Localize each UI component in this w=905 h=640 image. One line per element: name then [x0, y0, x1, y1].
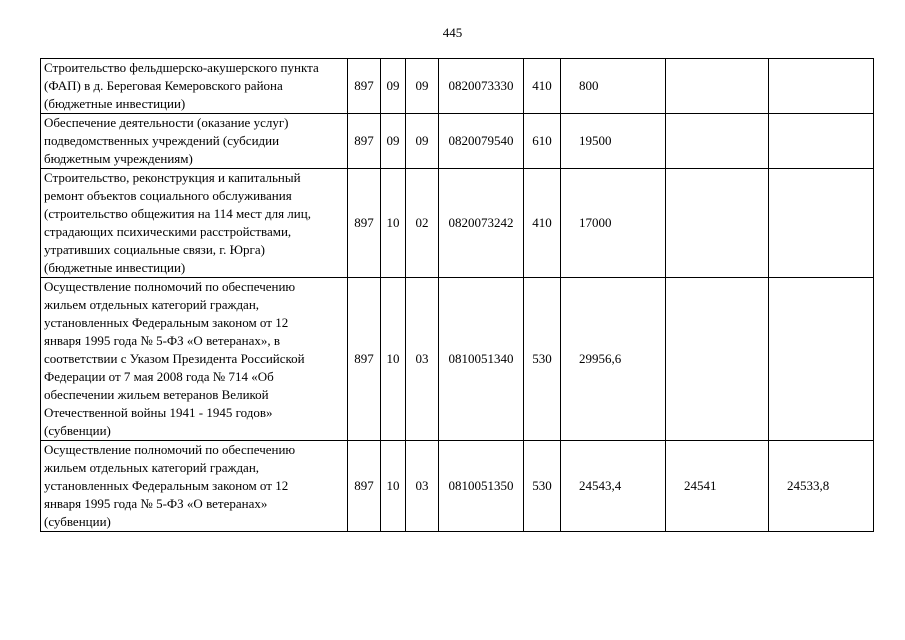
- amount-year-1-cell: 17000: [561, 169, 666, 278]
- subsection-cell: 02: [406, 169, 439, 278]
- budget-table: [40, 58, 874, 532]
- expense-name-line: установленных Федеральным законом от 12: [44, 315, 289, 330]
- subsection-cell: 03: [406, 278, 439, 441]
- amount-year-2-cell: [666, 278, 769, 441]
- table-row: [41, 169, 874, 278]
- ministry-code-cell: 897: [348, 114, 381, 169]
- table-row: [41, 278, 874, 441]
- table-row: [41, 114, 874, 169]
- amount-year-1-cell: 29956,6: [561, 278, 666, 441]
- expense-type-cell: 410: [524, 59, 561, 114]
- target-code-cell: 0820073330: [439, 59, 524, 114]
- amount-year-2-cell: [666, 169, 769, 278]
- expense-name-line: (субвенции): [44, 423, 111, 438]
- expense-name-line: (бюджетные инвестиции): [44, 96, 186, 111]
- amount-year-3-cell: [769, 278, 874, 441]
- ministry-code-cell: 897: [348, 441, 381, 532]
- expense-type-cell: 610: [524, 114, 561, 169]
- expense-name-line: января 1995 года № 5-ФЗ «О ветеранах», в: [44, 333, 280, 348]
- expense-type-cell: 410: [524, 169, 561, 278]
- amount-year-1-cell: 24543,4: [561, 441, 666, 532]
- amount-year-2-cell: [666, 114, 769, 169]
- expense-name-line: обеспечении жильем ветеранов Великой: [44, 387, 269, 402]
- expense-name-cell: [41, 278, 348, 441]
- expense-name-line: Обеспечение деятельности (оказание услуг): [44, 115, 289, 130]
- target-code-cell: 0820079540: [439, 114, 524, 169]
- expense-name-line: (субвенции): [44, 514, 111, 529]
- subsection-cell: 09: [406, 114, 439, 169]
- expense-type-cell: 530: [524, 441, 561, 532]
- expense-name-line: подведомственных учреждений (субсидии: [44, 133, 280, 148]
- expense-name-line: Осуществление полномочий по обеспечению: [44, 442, 296, 457]
- expense-name-line: января 1995 года № 5-ФЗ «О ветеранах»: [44, 496, 268, 511]
- section-cell: 10: [381, 169, 406, 278]
- expense-name-line: Осуществление полномочий по обеспечению: [44, 279, 296, 294]
- expense-name-line: Строительство фельдшерско-акушерского пункта: [44, 60, 319, 75]
- expense-type-cell: 530: [524, 278, 561, 441]
- expense-name-line: ремонт объектов социального обслуживания: [44, 188, 292, 203]
- expense-name-line: Отечественной войны 1941 - 1945 годов»: [44, 405, 273, 420]
- section-cell: 10: [381, 441, 406, 532]
- section-cell: 09: [381, 114, 406, 169]
- expense-name-line: (бюджетные инвестиции): [44, 260, 186, 275]
- amount-year-1-cell: 800: [561, 59, 666, 114]
- expense-name-line: Федерации от 7 мая 2008 года № 714 «Об: [44, 369, 274, 384]
- subsection-cell: 03: [406, 441, 439, 532]
- expense-name-line: (строительство общежития на 114 мест для лиц,: [44, 206, 311, 221]
- expense-name-line: Строительство, реконструкция и капитальный: [44, 170, 301, 185]
- expense-name-cell: [41, 114, 348, 169]
- expense-name-line: страдающих психическими расстройствами,: [44, 224, 292, 239]
- target-code-cell: 0810051340: [439, 278, 524, 441]
- expense-name-line: бюджетным учреждениям): [44, 151, 193, 166]
- amount-year-2-cell: [666, 59, 769, 114]
- target-code-cell: 0820073242: [439, 169, 524, 278]
- expense-name-line: установленных Федеральным законом от 12: [44, 478, 289, 493]
- amount-year-3-cell: [769, 169, 874, 278]
- amount-year-3-cell: 24533,8: [769, 441, 874, 532]
- expense-name-line: утративших социальные связи, г. Юрга): [44, 242, 265, 257]
- expense-name-line: жильем отдельных категорий граждан,: [44, 297, 260, 312]
- expense-name-line: (ФАП) в д. Береговая Кемеровского района: [44, 78, 283, 93]
- expense-name-line: жильем отдельных категорий граждан,: [44, 460, 260, 475]
- page-number: 445: [442, 25, 463, 40]
- section-cell: 10: [381, 278, 406, 441]
- section-cell: 09: [381, 59, 406, 114]
- amount-year-3-cell: [769, 114, 874, 169]
- table-row: [41, 59, 874, 114]
- ministry-code-cell: 897: [348, 169, 381, 278]
- ministry-code-cell: 897: [348, 278, 381, 441]
- table-row: [41, 441, 874, 532]
- subsection-cell: 09: [406, 59, 439, 114]
- expense-name-cell: [41, 169, 348, 278]
- ministry-code-cell: 897: [348, 59, 381, 114]
- expense-name-line: соответствии с Указом Президента Российской: [44, 351, 305, 366]
- amount-year-1-cell: 19500: [561, 114, 666, 169]
- amount-year-3-cell: [769, 59, 874, 114]
- amount-year-2-cell: 24541: [666, 441, 769, 532]
- expense-name-cell: [41, 59, 348, 114]
- expense-name-cell: [41, 441, 348, 532]
- target-code-cell: 0810051350: [439, 441, 524, 532]
